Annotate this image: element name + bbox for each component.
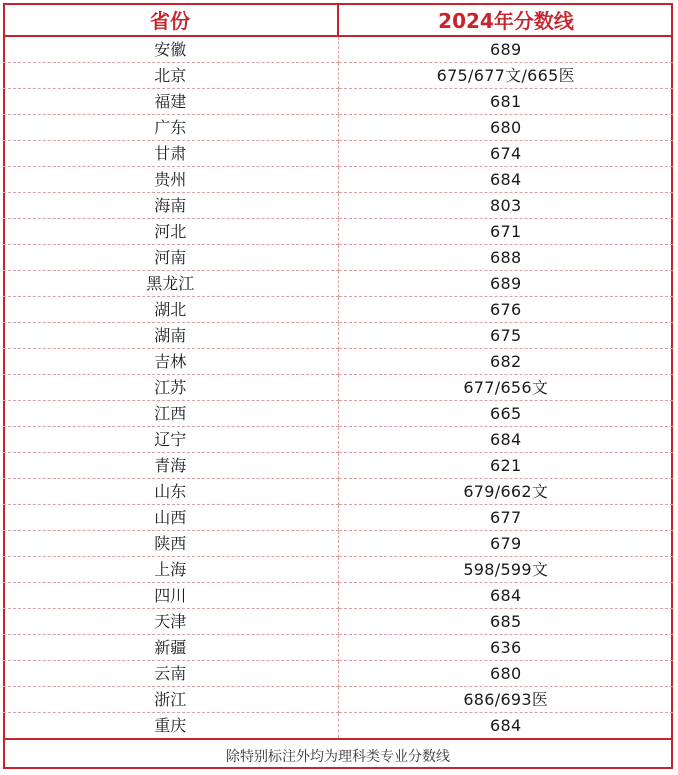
province-cell: 陕西 (3, 531, 338, 557)
score-cell: 671 (338, 219, 673, 245)
table-row (3, 687, 673, 713)
table-row (3, 349, 673, 375)
score-cell: 681 (338, 89, 673, 115)
score-cell: 684 (338, 167, 673, 193)
province-cell: 黑龙江 (3, 271, 338, 297)
province-cell: 福建 (3, 89, 338, 115)
table-row (3, 271, 673, 297)
score-cell: 684 (338, 427, 673, 453)
score-cell: 675/677文/665医 (338, 63, 673, 89)
footer-note: 除特别标注外均为理科类专业分数线 (226, 749, 450, 765)
header-province: 省份 (3, 3, 338, 36)
score-cell: 677/656文 (338, 375, 673, 401)
table-row (3, 219, 673, 245)
score-cell: 598/599文 (338, 557, 673, 583)
score-cell: 684 (338, 713, 673, 740)
province-cell: 重庆 (3, 713, 338, 740)
score-cell: 803 (338, 193, 673, 219)
table-row (3, 583, 673, 609)
province-cell: 辽宁 (3, 427, 338, 453)
header-score: 2024年分数线 (338, 3, 673, 36)
province-cell: 上海 (3, 557, 338, 583)
table-row (3, 661, 673, 687)
province-cell: 新疆 (3, 635, 338, 661)
table-row (3, 713, 673, 740)
province-cell: 江西 (3, 401, 338, 427)
province-cell: 河北 (3, 219, 338, 245)
province-cell: 四川 (3, 583, 338, 609)
table-row (3, 141, 673, 167)
score-cell: 684 (338, 583, 673, 609)
table-row (3, 505, 673, 531)
score-cell: 680 (338, 661, 673, 687)
province-cell: 青海 (3, 453, 338, 479)
province-cell: 北京 (3, 63, 338, 89)
score-table (3, 3, 673, 740)
score-cell: 665 (338, 401, 673, 427)
province-cell: 山西 (3, 505, 338, 531)
table-row (3, 89, 673, 115)
province-cell: 湖北 (3, 297, 338, 323)
score-cell: 674 (338, 141, 673, 167)
province-cell: 吉林 (3, 349, 338, 375)
score-cell: 621 (338, 453, 673, 479)
table-row (3, 193, 673, 219)
province-cell: 贵州 (3, 167, 338, 193)
province-cell: 山东 (3, 479, 338, 505)
table-header-row (3, 3, 673, 36)
table-row (3, 401, 673, 427)
score-cell: 680 (338, 115, 673, 141)
table-row (3, 167, 673, 193)
score-cell: 675 (338, 323, 673, 349)
score-cell: 688 (338, 245, 673, 271)
score-cell: 679/662文 (338, 479, 673, 505)
score-cell: 689 (338, 36, 673, 63)
province-cell: 广东 (3, 115, 338, 141)
table-row (3, 297, 673, 323)
score-cell: 689 (338, 271, 673, 297)
score-cell: 682 (338, 349, 673, 375)
table-row (3, 323, 673, 349)
province-cell: 云南 (3, 661, 338, 687)
score-cell: 686/693医 (338, 687, 673, 713)
score-cell: 685 (338, 609, 673, 635)
province-cell: 海南 (3, 193, 338, 219)
table-row (3, 531, 673, 557)
province-cell: 江苏 (3, 375, 338, 401)
table-body (3, 36, 673, 739)
province-cell: 湖南 (3, 323, 338, 349)
table-row (3, 375, 673, 401)
province-cell: 浙江 (3, 687, 338, 713)
province-cell: 河南 (3, 245, 338, 271)
table-row (3, 245, 673, 271)
province-cell: 甘肃 (3, 141, 338, 167)
score-cell: 636 (338, 635, 673, 661)
table-row (3, 63, 673, 89)
table-row (3, 557, 673, 583)
score-cell: 677 (338, 505, 673, 531)
province-cell: 天津 (3, 609, 338, 635)
score-cell: 679 (338, 531, 673, 557)
table-row (3, 479, 673, 505)
table-row (3, 427, 673, 453)
table-row (3, 609, 673, 635)
province-cell: 安徽 (3, 36, 338, 63)
table-row (3, 115, 673, 141)
score-cell: 676 (338, 297, 673, 323)
table-row (3, 453, 673, 479)
table-row (3, 36, 673, 63)
table-row (3, 635, 673, 661)
